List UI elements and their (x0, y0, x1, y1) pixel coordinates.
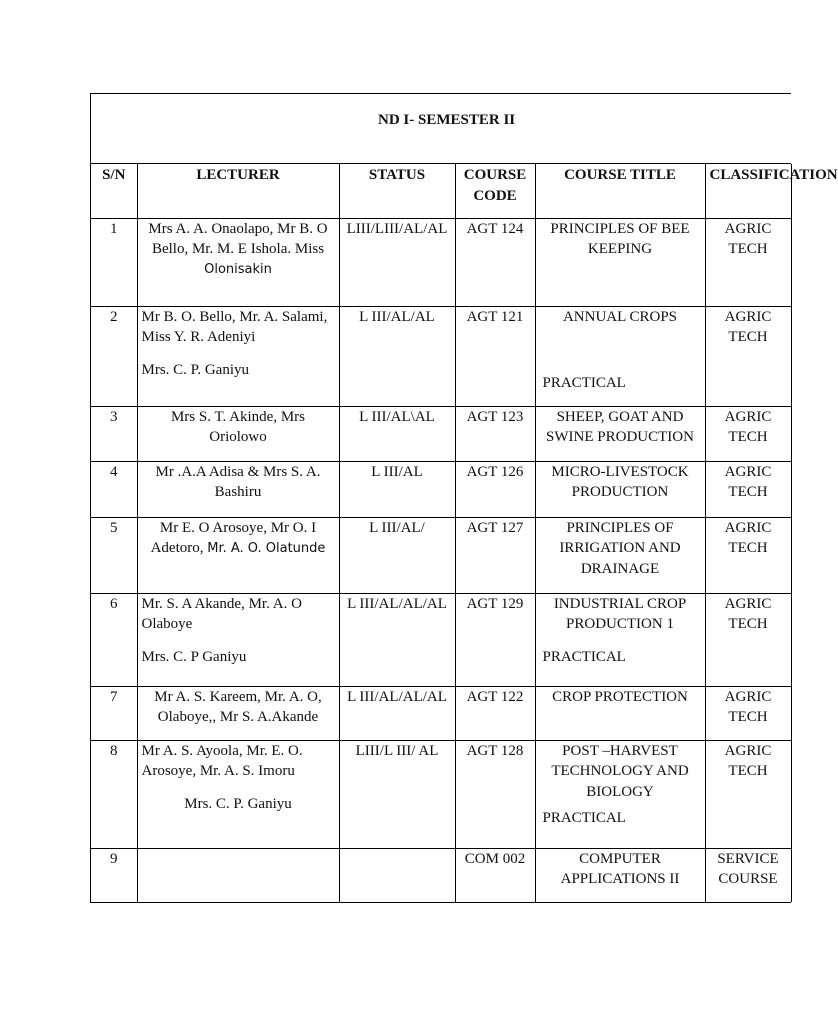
course-allocation-table-frame (90, 93, 838, 903)
cell-lecturer: Mrs S. T. Akinde, Mrs Oriolowo (137, 406, 339, 461)
cell-status: LIII/L III/ AL (339, 740, 455, 848)
cell-course-code: AGT 128 (455, 740, 535, 848)
cell-classification: AGRIC TECH (705, 218, 791, 306)
cell-status: L III/AL (339, 461, 455, 517)
cell-course-code: AGT 126 (455, 461, 535, 517)
cell-course-title: CROP PROTECTION (535, 686, 705, 740)
cell-course-title: SHEEP, GOAT AND SWINE PRODUCTION (535, 406, 705, 461)
cell-lecturer: Mr B. O. Bello, Mr. A. Salami, Miss Y. R. Adeniyi Mrs. C. P. Ganiyu (137, 306, 339, 406)
cell-sn: 7 (91, 686, 137, 740)
table-row (91, 517, 791, 593)
cell-sn: 1 (91, 218, 137, 306)
cell-classification: AGRIC TECH (705, 686, 791, 740)
practical-label: PRACTICAL (542, 374, 626, 391)
table-row (91, 306, 791, 406)
cell-course-code: AGT 129 (455, 593, 535, 686)
cell-course-code: AGT 121 (455, 306, 535, 406)
cell-sn: 9 (91, 848, 137, 902)
cell-lecturer: Mr. S. A Akande, Mr. A. O Olaboye Mrs. C. P Ganiyu (137, 593, 339, 686)
course-table (91, 164, 838, 902)
cell-status: L III/AL\AL (339, 406, 455, 461)
table-row (91, 740, 791, 848)
cell-sn: 5 (91, 517, 137, 593)
cell-course-code: COM 002 (455, 848, 535, 902)
cell-status (339, 848, 455, 902)
cell-course-title: POST –HARVEST TECHNOLOGY AND BIOLOGY PRACTICAL (535, 740, 705, 848)
cell-lecturer: Mr A. S. Kareem, Mr. A. O, Olaboye,, Mr S. A.Akande (137, 686, 339, 740)
cell-sn: 3 (91, 406, 137, 461)
cell-course-title: PRINCIPLES OF IRRIGATION AND DRAINAGE (535, 517, 705, 593)
cell-lecturer: Mr E. O Arosoye, Mr O. I Adetoro, Mr. A. O. Olatunde (137, 517, 339, 593)
cell-course-code: AGT 127 (455, 517, 535, 593)
table-row (91, 593, 791, 686)
header-course-code: COURSE CODE (455, 164, 535, 218)
cell-classification: AGRIC TECH (705, 517, 791, 593)
cell-lecturer (137, 848, 339, 902)
cell-course-title: INDUSTRIAL CROP PRODUCTION 1 PRACTICAL (535, 593, 705, 686)
cell-course-title: COMPUTER APPLICATIONS II (535, 848, 705, 902)
practical-label: PRACTICAL (542, 648, 626, 665)
cell-status: L III/AL/AL/AL (339, 686, 455, 740)
cell-classification: AGRIC TECH (705, 593, 791, 686)
header-status: STATUS (339, 164, 455, 218)
table-row (91, 686, 791, 740)
cell-course-code: AGT 124 (455, 218, 535, 306)
cell-classification: AGRIC TECH (705, 740, 791, 848)
cell-lecturer: Mrs A. A. Onaolapo, Mr B. O Bello, Mr. M. E Ishola. Miss Olonisakin (137, 218, 339, 306)
cell-status: LIII/LIII/AL/AL (339, 218, 455, 306)
table-row (91, 848, 791, 902)
header-course-title: COURSE TITLE (535, 164, 705, 218)
header-classification: CLASSIFICATION (705, 164, 791, 218)
header-row (91, 164, 791, 218)
cell-classification: SERVICE COURSE (705, 848, 791, 902)
header-lecturer: LECTURER (137, 164, 339, 218)
practical-label: PRACTICAL (542, 809, 626, 826)
cell-lecturer: Mr A. S. Ayoola, Mr. E. O. Arosoye, Mr. A. S. Imoru Mrs. C. P. Ganiyu (137, 740, 339, 848)
cell-lecturer: Mr .A.A Adisa & Mrs S. A. Bashiru (137, 461, 339, 517)
cell-course-code: AGT 122 (455, 686, 535, 740)
table-row (91, 406, 791, 461)
table-title: ND I- SEMESTER II (91, 94, 791, 164)
cell-status: L III/AL/AL (339, 306, 455, 406)
cell-status: L III/AL/ (339, 517, 455, 593)
cell-course-title: MICRO-LIVESTOCK PRODUCTION (535, 461, 705, 517)
cell-course-title: ANNUAL CROPS PRACTICAL (535, 306, 705, 406)
cell-course-code: AGT 123 (455, 406, 535, 461)
table-row (91, 218, 791, 306)
cell-classification: AGRIC TECH (705, 306, 791, 406)
cell-sn: 8 (91, 740, 137, 848)
header-sn: S/N (91, 164, 137, 218)
cell-status: L III/AL/AL/AL (339, 593, 455, 686)
cell-sn: 4 (91, 461, 137, 517)
cell-sn: 2 (91, 306, 137, 406)
cell-sn: 6 (91, 593, 137, 686)
cell-classification: AGRIC TECH (705, 461, 791, 517)
cell-course-title: PRINCIPLES OF BEE KEEPING (535, 218, 705, 306)
cell-classification: AGRIC TECH (705, 406, 791, 461)
table-row (91, 461, 791, 517)
